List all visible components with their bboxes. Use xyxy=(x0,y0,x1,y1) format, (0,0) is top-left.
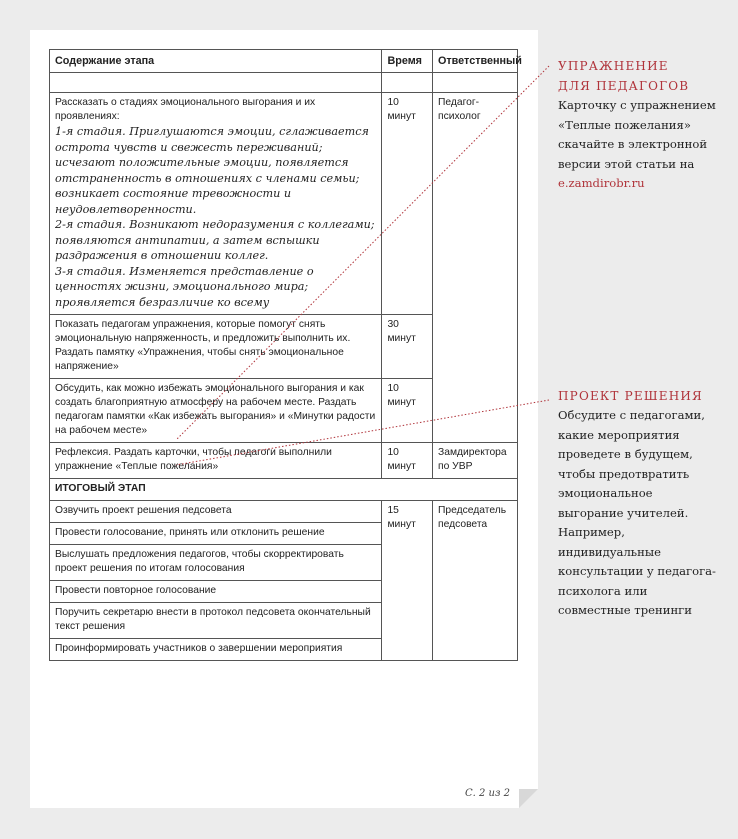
table-cell-time: 10 минут xyxy=(382,93,433,315)
table-row xyxy=(50,443,518,479)
project-note-title: ПРОЕКТ РЕШЕНИЯ xyxy=(558,389,703,403)
section-row xyxy=(50,479,518,501)
table-cell-content: Показать педагогам упражнения, которые помогут снять эмоциональную напряженность, и предложить выполнить их. Раздать памятку «Упражнения, чтобы снять эмоциональное напряжение» xyxy=(50,315,382,379)
exercise-note-title-1: УПРАЖНЕНИЕ xyxy=(558,59,669,73)
exercise-note-title-2: ДЛЯ ПЕДАГОГОВ xyxy=(558,79,690,93)
table-row xyxy=(50,93,518,315)
table-cell-time: 10 минут xyxy=(382,379,433,443)
col-header-content: Содержание этапа xyxy=(50,50,382,73)
table-row xyxy=(50,501,518,523)
page-corner-fold xyxy=(519,789,538,808)
section-title: ИТОГОВЫЙ ЭТАП xyxy=(50,479,518,501)
table-cell-time: 30 минут xyxy=(382,315,433,379)
col-header-responsible: Ответственный xyxy=(433,50,518,73)
table-cell-stages xyxy=(50,93,382,315)
table-cell-time: 10 минут xyxy=(382,443,433,479)
table-cell-content: Обсудить, как можно избежать эмоционального выгорания и как создать благоприятную атмосферу на рабочем месте. Раздать педагогам памятки «Как избежать выгорания» и «Минутки радости на рабочем месте» xyxy=(50,379,382,443)
table-cell-content: Выслушать предложения педагогов, чтобы скорректировать проект решения по итогам голосования xyxy=(50,545,382,581)
table-cell-content: Поручить секретарю внести в протокол педсовета окончательный текст решения xyxy=(50,603,382,639)
table-cell-time: 15 минут xyxy=(382,501,433,661)
table-cell-content: Рефлексия. Раздать карточки, чтобы педагоги выполнили упражнение «Теплые пожелания» xyxy=(50,443,382,479)
table-row-empty xyxy=(50,73,518,93)
page-number: С. 2 из 2 xyxy=(465,788,510,799)
table-cell-responsible: Замдиректора по УВР xyxy=(433,443,518,479)
exercise-note-text: Карточку с упражнением «Теплые пожелания» скачайте в электронной версии этой статьи на xyxy=(558,98,716,171)
stages-intro: Рассказать о стадиях эмоционального выгорания и их проявлениях: xyxy=(55,97,316,122)
stages-description: 1-я стадия. Приглушаются эмоции, сглаживается острота чувств и свежесть переживаний; исчезают положительные эмоции, появляется отстраненность в отношениях с членами семьи; возникает состояние тревожности и неудовлетворенности. 2-я стадия. Возникают недоразумения с коллегами; появляются антипатии, а затем вспышки раздражения в отношении коллег. 3-я стадия. Изменяется представление о ценностях жизни, эмоционального мира; проявляется безразличие ко всему xyxy=(55,125,375,309)
event-plan-table xyxy=(49,49,522,661)
table-cell-responsible: Педагог-психолог xyxy=(433,93,518,443)
exercise-note-link[interactable]: e.zamdirobr.ru xyxy=(558,176,645,190)
document-page xyxy=(30,30,538,808)
exercise-sidenote xyxy=(558,56,718,194)
project-sidenote xyxy=(558,386,718,621)
table-header-row xyxy=(50,50,518,73)
project-note-text: Обсудите с педагогами, какие мероприятия проведете в будущем, чтобы предотвратить эмоциональное выгорание учителей. Например, индивидуальные консультации у педагога-психолога или совместные тренинги xyxy=(558,408,716,617)
col-header-time: Время xyxy=(382,50,433,73)
table-cell-responsible: Председатель педсовета xyxy=(433,501,518,661)
table-cell-content: Проинформировать участников о завершении мероприятия xyxy=(50,639,382,661)
table-cell-content: Провести голосование, принять или отклонить решение xyxy=(50,523,382,545)
table-cell-content: Провести повторное голосование xyxy=(50,581,382,603)
table-cell-content: Озвучить проект решения педсовета xyxy=(50,501,382,523)
